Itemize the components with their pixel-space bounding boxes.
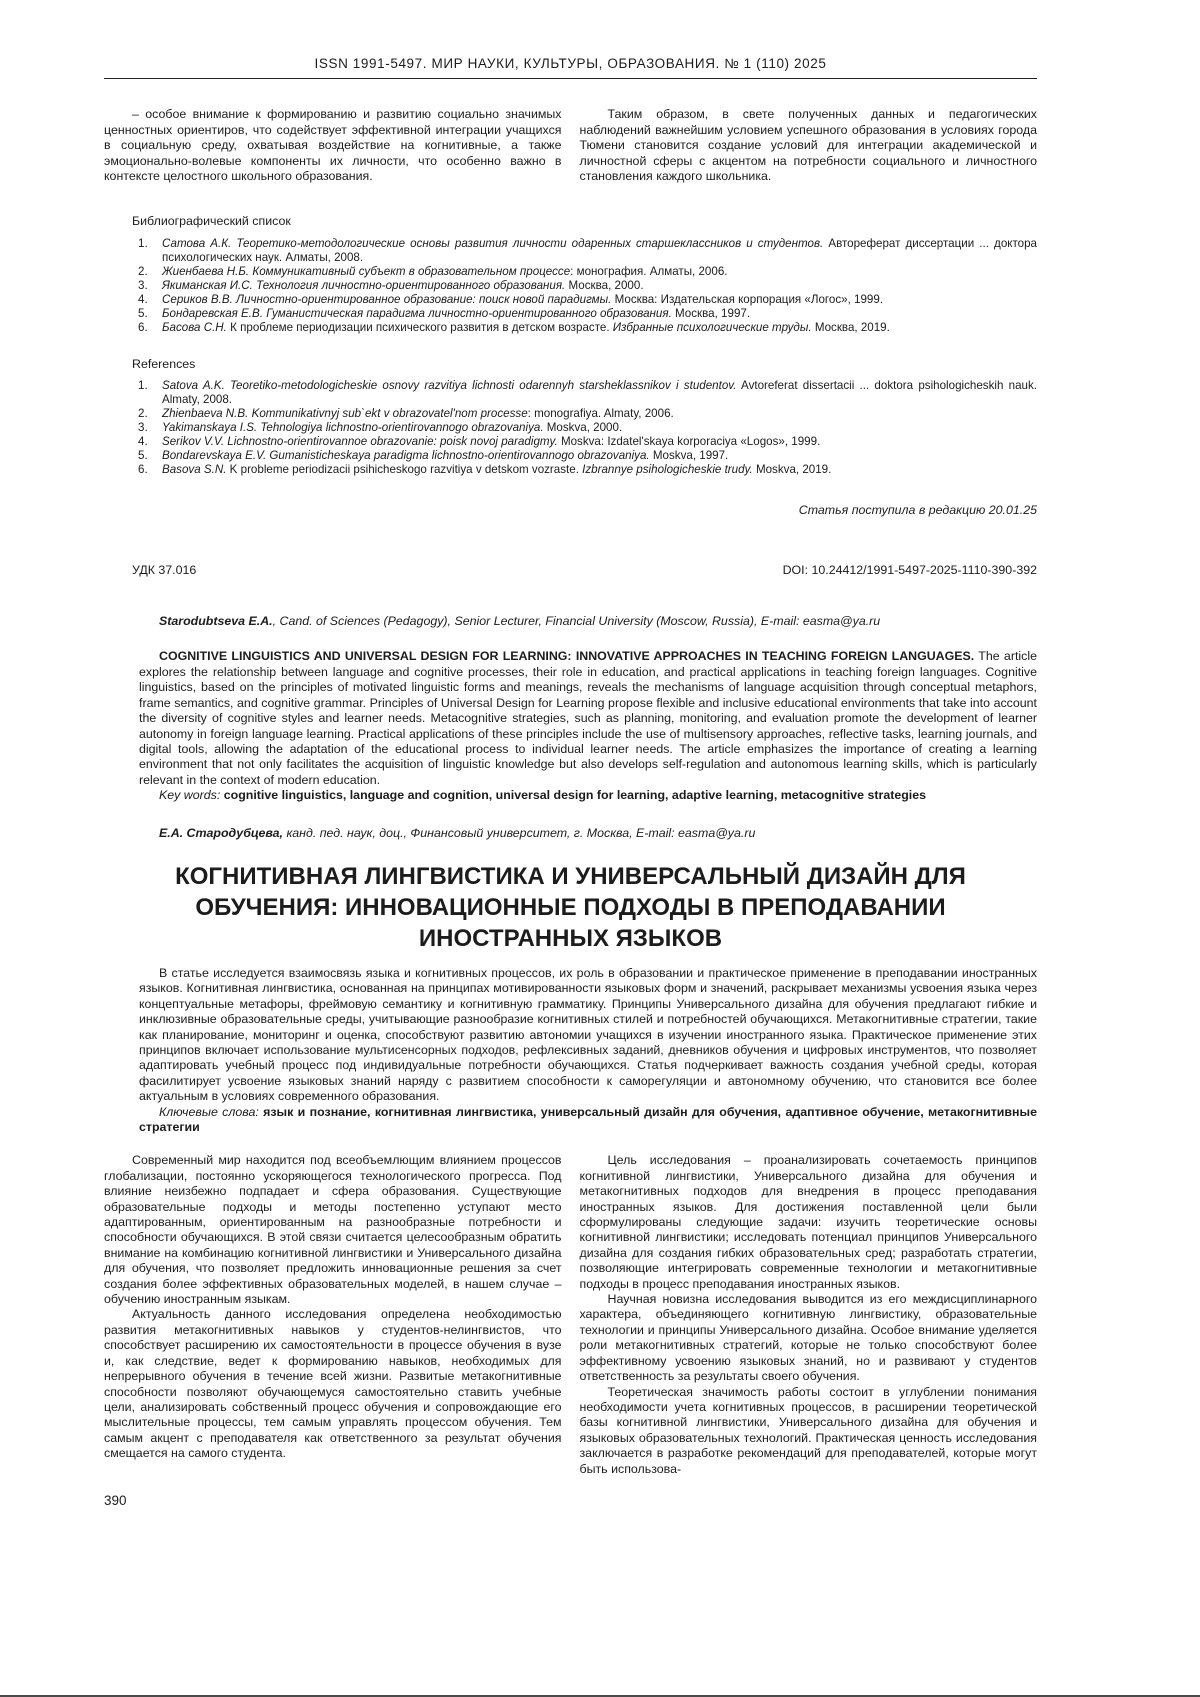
reference-item: [104, 449, 1037, 463]
abstract-en-title: COGNITIVE LINGUISTICS AND UNIVERSAL DESIGN FOR LEARNING: INNOVATIVE APPROACHES IN TEACHING FOREIGN LANGUAGES.: [159, 649, 975, 664]
author-name-en: Starodubtseva E.A.: [159, 614, 273, 629]
ref-title: Tehnologiya lichnostno-orientirovannogo obrazovaniya.: [257, 421, 544, 435]
bibliography-list: [104, 237, 1037, 335]
ref-tail: Moskva: Izdatel'skaya korporaciya «Logos», 1999.: [557, 435, 821, 449]
intro-left-paragraph: – особое внимание к формированию и развитию социально значимых ценностных ориентиров, что содействует эффективной интеграции учащихся в социальную среду, охватывая воздействие на когнитивные, а также эмоционально-волевые компоненты их личности, что особенно важно в контексте целостного школьного образования.: [104, 107, 562, 184]
author-line-ru: [139, 826, 1037, 841]
keywords-en-text: cognitive linguistics, language and cognition, universal design for learning, adaptive learning, metacognitive strategies: [220, 788, 927, 803]
article-title-ru: КОГНИТИВНАЯ ЛИНГВИСТИКА И УНИВЕРСАЛЬНЫЙ ДИЗАЙН ДЛЯ ОБУЧЕНИЯ: ИННОВАЦИОННЫЕ ПОДХОДЫ В ПРЕПОДАВАНИИ ИНОСТРАННЫХ ЯЗЫКОВ: [175, 862, 966, 952]
body-paragraph: Цель исследования – проанализировать сочетаемость принципов когнитивной лингвистики, Универсального дизайна для обучения и метакогнитивных подходов для внедрения в процесс преподавания иностранных языков. Для достижения поставленной цели были сформулированы следующие задачи: изучить теоретические основы когнитивной лингвистики; исследовать потенциал принципов Универсального дизайна для создания гибких образовательных сред; разработать стратегии, позволяющие интегрировать современные технологии и метакогнитивные подходы в процесс преподавания иностранных языков.: [579, 1153, 1037, 1291]
bib-tail: Москва: Издательская корпорация «Логос», 1999.: [611, 292, 884, 306]
ref-author: Basova S.N.: [162, 463, 227, 477]
header-rule: [104, 78, 1037, 79]
author-line-en: [139, 614, 1037, 629]
ref-tail: Avtoreferat dissertacii ... doktora psihologicheskih nauk. Almaty, 2008.: [162, 379, 1037, 407]
abstract-ru-paragraph: В статье исследуется взаимосвязь языка и когнитивных процессов, их роль в образовании и практическое применение в преподавании иностранных языков. Когнитивная лингвистика, основанная на принципах мотивированности языковых форм и значений, раскрывает механизмы усвоения языка через концептуальные метафоры, фреймовую семантику и когнитивную грамматику. Принципы Универсального дизайна для обучения предлагают гибкие и инклюзивные образовательные среды, учитывающие разнообразие когнитивных стилей и потребностей обучающихся. Метакогнитивные стратегии, такие как планирование, мониторинг и оценка, способствуют развитию автономии учащихся в изучении иностранного языка. Практическое применение этих принципов включает использование мультисенсорных подходов, рефлексивных заданий, дневников обучения и цифровых инструментов, что позволяет адаптировать учебный процесс под индивидуальные потребности обучающихся. Статья подчеркивает важность создания учебной среды, которая фасилитирует усвоение языковых знаний наряду с развитием способности к саморегуляции и автономному обучению, что становится все более актуальным в условиях современного образования.: [139, 965, 1037, 1104]
ref-tail: Moskva, 1997.: [649, 449, 729, 463]
bib-middle: К проблеме периодизации психического развития в детском возрасте.: [226, 320, 610, 334]
ref-tail: Moskva, 2000.: [543, 421, 623, 435]
bibliography-heading: Библиографический список: [132, 214, 291, 229]
body-section: [104, 1153, 1037, 1477]
received-note: Статья поступила в редакцию 20.01.25: [798, 503, 1037, 518]
ref-author: Satova A.K.: [162, 379, 225, 393]
keywords-ru-text: язык и познание, когнитивная лингвистика, универсальный дизайн для обучения, адаптивное обучение, метакогнитивные стратегии: [139, 1104, 1037, 1134]
intro-section: [104, 107, 1037, 184]
keywords-en: [139, 788, 1037, 803]
body-paragraph: Современный мир находится под всеобъемлющим влиянием процессов глобализации, постоянно ускоряющегося технологического прогресса. Под влияние неизбежно подпадает и сфера образования. Существующие образовательные подходы и методы постепенно уступают место адаптированным, ориентированным на разнообразные потребности и способности обучающихся. В этой связи считается целесообразным обратить внимание на комбинацию когнитивной лингвистики и Универсального дизайна для обучения, что позволяет предложить инновационные решения за счет создания более эффективных образовательных моделей, в нашем случае – обучению иностранным языкам.: [104, 1153, 562, 1307]
references-heading: References: [132, 356, 196, 371]
bib-author: Сатова А.К.: [162, 236, 232, 250]
body-paragraph: Актуальность данного исследования определена необходимостью развития метакогнитивных навыков у студентов-нелингвистов, что способствует расширению их самостоятельности в процессе обучения в вузе и, как следствие, ведет к формированию навыков, необходимых для непрерывного обучения в течение всей жизни. Развитые метакогнитивные способности позволяют обучающемуся самостоятельно ставить учебные цели, анализировать собственный процесс обучения и сопровождающие его мыслительные процессы, тем самым управлять процессом обучения. Тем самым акцент с преподавателя как ответственного за результат обучения смещается на самого студента.: [104, 1307, 562, 1461]
doi-label: DOI: 10.24412/1991-5497-2025-1110-390-392: [782, 562, 1037, 577]
bibliography-item: [104, 321, 1037, 335]
body-paragraph: Научная новизна исследования выводится из его междисциплинарного характера, объединяющего когнитивную лингвистику, образовательные технологии и принципы Универсального дизайна. Особое внимание уделяется роли метакогнитивных стратегий, которые не только способствуют более эффективному усвоению языковых знаний, но и развивают у студентов ответственность за результаты своего обучения.: [579, 1292, 1037, 1384]
author-name-ru: Е.А. Стародубцева,: [159, 825, 283, 840]
bibliography-item: [104, 279, 1037, 293]
author-affiliation-en: , Cand. of Sciences (Pedagogy), Senior Lecturer, Financial University (Moscow, Russia), E-mail: easma@ya.ru: [272, 614, 881, 629]
body-right-column: [580, 1153, 1038, 1477]
ref-title: Lichnostno-orientirovannoe obrazovanie: poisk novoj paradigmy.: [224, 435, 558, 449]
page-number: 390: [104, 1492, 127, 1508]
bibliography-item: [104, 293, 1037, 307]
ref-tail: : monografiya. Almaty, 2006.: [527, 407, 674, 421]
bib-title: Гуманистическая парадигма личностно-ориентированного образования.: [262, 306, 672, 320]
bib-tail: Автореферат диссертации ... доктора психологических наук. Алматы, 2008.: [162, 236, 1037, 264]
bib-title: Технология личностно-ориентированного образования.: [252, 278, 566, 292]
intro-left-column: [104, 107, 562, 184]
ref-title: Izbrannye psihologicheskie trudy.: [578, 463, 753, 477]
udk-label: УДК 37.016: [132, 562, 197, 577]
abstract-en-paragraph: [139, 649, 1037, 788]
abstract-ru: [139, 966, 1037, 1105]
bib-tail: Москва, 2019.: [811, 320, 890, 334]
ref-title: Kommunikativnyj sub`ekt v obrazovatel'nom processe: [248, 407, 528, 421]
reference-item: [104, 379, 1037, 407]
reference-item: [104, 421, 1037, 435]
ref-author: Serikov V.V.: [162, 435, 225, 449]
reference-item: [104, 463, 1037, 477]
bib-tail: Москва, 1997.: [671, 306, 751, 320]
ref-author: Zhienbaeva N.B.: [162, 407, 249, 421]
bibliography-item: [104, 265, 1037, 279]
abstract-en-text: The article explores the relationship between language and cognitive processes, their role in education, and practical applications in teaching foreign languages. Cognitive linguistics, based on the principles of motivated linguistic forms and meanings, reveals the mechanisms of language acquisition through conceptual metaphors, frame semantics, and cognitive grammar. Principles of Universal Design for Learning propose flexible and inclusive educational environments that take into account the diversity of cognitive styles and learner needs. Metacognitive strategies, such as planning, monitoring, and evaluation promote the development of learner autonomy in foreign language learning. Practical applications of these principles include the use of multisensory approaches, reflective tasks, learning journals, and digital tools, allowing the adaptation of the educational process to individual learner needs. The article emphasizes the importance of creating a learning environment that not only facilitates the acquisition of linguistic knowledge but also develops self-regulation and autonomous learning skills, which is particularly relevant in the context of modern education.: [139, 649, 1037, 787]
reference-item: [104, 407, 1037, 421]
bib-author: Бондаревская Е.В.: [162, 306, 263, 320]
ref-middle: K probleme periodizacii psihicheskogo razvitiya v detskom vozraste.: [226, 463, 579, 477]
author-affiliation-ru: канд. пед. наук, доц., Финансовый университет, г. Москва, E-mail: easma@ya.ru: [283, 825, 756, 840]
meta-row: [104, 563, 1037, 578]
keywords-ru: [139, 1105, 1037, 1136]
bib-author: Жиенбаева Н.Б.: [162, 264, 250, 278]
bib-author: Сериков В.В.: [162, 292, 233, 306]
bib-tail: : монография. Алматы, 2006.: [570, 264, 728, 278]
body-left-column: [104, 1153, 562, 1477]
journal-header: ISSN 1991-5497. МИР НАУКИ, КУЛЬТУРЫ, ОБРАЗОВАНИЯ. № 1 (110) 2025: [314, 56, 827, 71]
keywords-en-label: Key words:: [159, 788, 221, 803]
bib-author: Басова С.Н.: [162, 320, 227, 334]
ref-title: Gumanisticheskaya paradigma lichnostno-orientirovannogo obrazovaniya.: [266, 449, 650, 463]
bib-title: Коммуникативный субъект в образовательном процессе: [249, 264, 571, 278]
ref-author: Yakimanskaya I.S.: [162, 421, 258, 435]
bib-tail: Москва, 2000.: [565, 278, 644, 292]
references-list: [104, 379, 1037, 477]
ref-author: Bondarevskaya E.V.: [162, 449, 267, 463]
intro-right-column: [580, 107, 1038, 184]
bib-title: Избранные психологические труды.: [609, 320, 812, 334]
intro-right-paragraph: Таким образом, в свете полученных данных и педагогических наблюдений важнейшим условием успешного образования в условиях города Тюмени становится создание условий для интеграции академической и личностной сферы с акцентом на потребности социального и личностного становления каждого школьника.: [579, 107, 1037, 184]
bibliography-item: [104, 307, 1037, 321]
bib-title: Теоретико-методологические основы развития личности одаренных старшеклассников и студентов.: [231, 236, 824, 250]
reference-item: [104, 435, 1037, 449]
ref-tail: Moskva, 2019.: [752, 463, 832, 477]
bib-title: Личностно-ориентированное образование: поиск новой парадигмы.: [232, 292, 612, 306]
body-paragraph: Теоретическая значимость работы состоит в углублении понимания необходимости учета когнитивных процессов, в расширении теоретической базы когнитивной лингвистики, Универсального дизайна для обучения и языковых образовательных технологий. Практическая ценность исследования заключается в разработке рекомендаций для преподавателей, которые могут быть использова-: [579, 1384, 1037, 1476]
abstract-en: [139, 649, 1037, 788]
bibliography-item: [104, 237, 1037, 265]
ref-title: Teoretiko-metodologicheskie osnovy razvitiya lichnosti odarennyh starsheklassnikov i studentov.: [224, 379, 737, 393]
keywords-ru-label: Ключевые слова:: [159, 1104, 259, 1119]
bib-author: Якиманская И.С.: [162, 278, 253, 292]
